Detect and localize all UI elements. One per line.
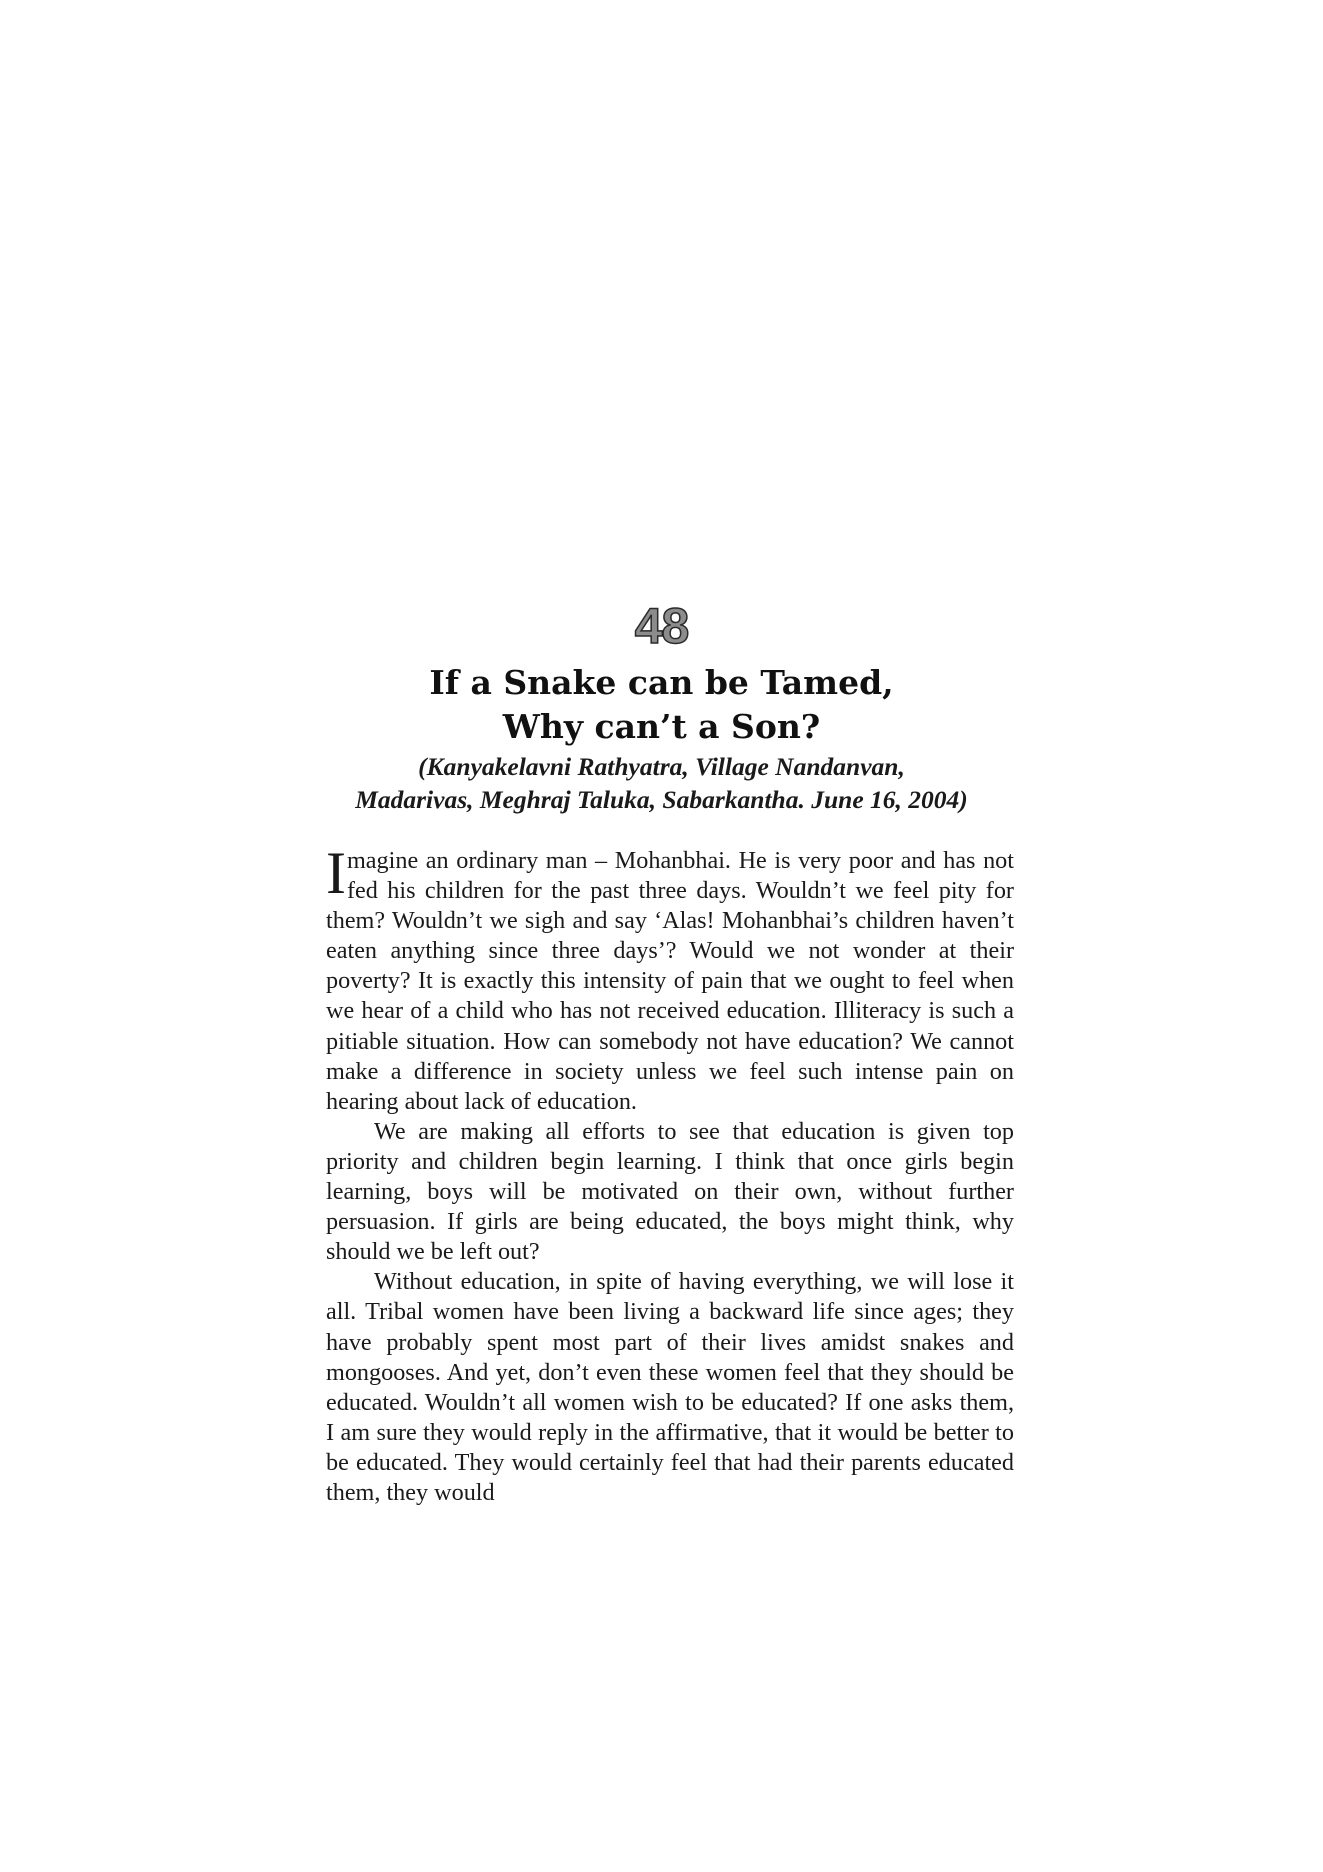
chapter-title-line-1: If a Snake can be Tamed, <box>429 663 894 702</box>
chapter-title-line-2: Why can’t a Son? <box>502 707 821 746</box>
paragraph-3: Without education, in spite of having everything, we will lose it all. Tribal women have been living a backward life since ages; they have probably spent most part of their lives amidst snakes and mongooses. And yet, don’t even these women feel that they should be educated. Wouldn’t all women wish to be educated? If one asks them, I am sure they would reply in the affirmative, that it would be better to be educated. They would certainly feel that had their parents educated them, they would <box>326 1268 1014 1506</box>
chapter-number: 48 <box>634 598 689 654</box>
paragraph-1-text: magine an ordinary man – Mohanbhai. He is very poor and has not fed his children for the past three days. Wouldn’t we feel pity for them? Wouldn’t we sigh and say ‘Alas! Mohanbhai’s children haven’t eaten anything since three days’? Would we not wonder at their poverty? It is exactly this intensity of pain that we ought to feel when we hear of a child who has not received education. Illiteracy is such a pitiable situation. How can somebody not have education? We cannot make a difference in society unless we feel such intense pain on hearing about lack of education. <box>326 847 1014 1115</box>
chapter-subtitle <box>0 750 1323 816</box>
chapter-subtitle-line-1: (Kanyakelavni Rathyatra, Village Nandanvan, <box>418 752 905 781</box>
chapter-title <box>0 661 1323 749</box>
drop-cap: I <box>326 840 346 906</box>
paragraph-2: We are making all efforts to see that education is given top priority and children begin learning. I think that once girls begin learning, boys will be motivated on their own, without further persuasion. If girls are being educated, the boys might think, why should we be left out? <box>326 1117 1014 1266</box>
paragraph-1 <box>326 840 1014 1117</box>
chapter-subtitle-line-2: Madarivas, Meghraj Taluka, Sabarkantha. June 16, 2004) <box>355 785 968 814</box>
body-text <box>326 840 1014 1508</box>
